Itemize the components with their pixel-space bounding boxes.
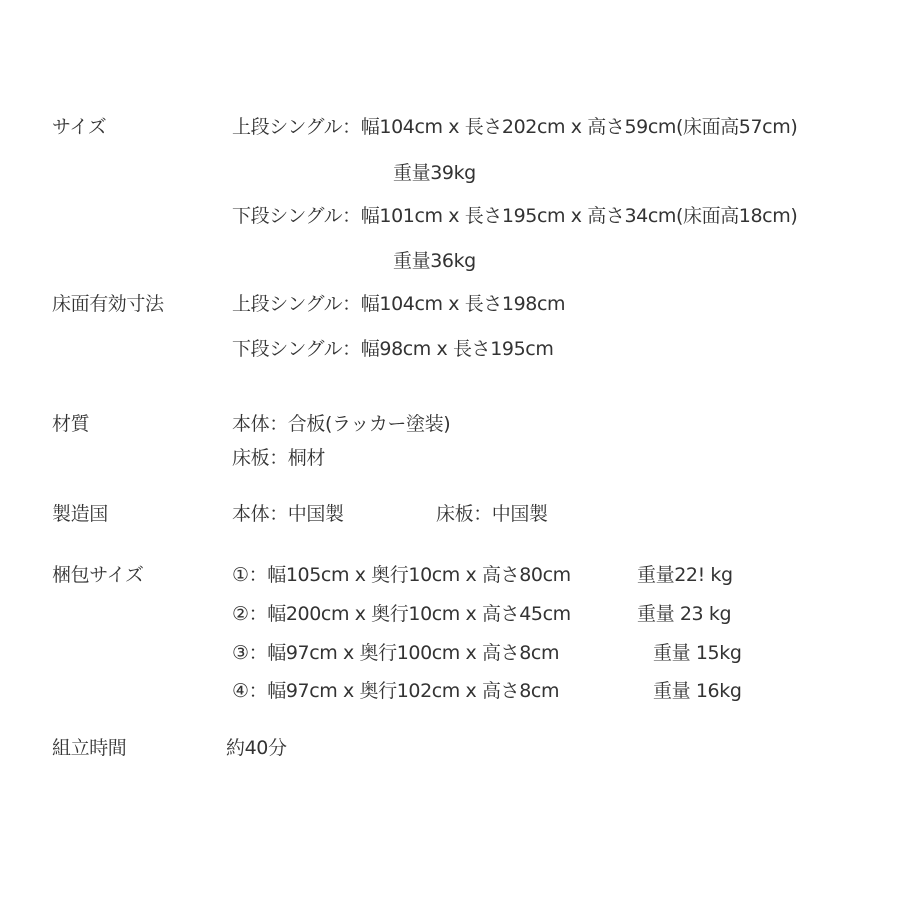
- package-label: 梱包サイズ: [52, 564, 144, 586]
- size-lower: 下段シングル：幅101cm x 長さ195cm x 高さ34cm(床面高18cm): [232, 205, 798, 227]
- package-item-1-dims: ①：幅105cm x 奥行10cm x 高さ80cm: [232, 564, 571, 586]
- package-item-2-dims: ②：幅200cm x 奥行10cm x 高さ45cm: [232, 603, 571, 625]
- origin-body: 本体：中国製: [232, 503, 344, 525]
- size-upper-weight: 重量39kg: [393, 162, 476, 184]
- origin-label: 製造国: [52, 503, 108, 525]
- origin-floor: 床板：中国製: [436, 503, 548, 525]
- package-item-3-weight: 重量 15kg: [653, 642, 742, 664]
- package-item-3-dims: ③：幅97cm x 奥行100cm x 高さ8cm: [232, 642, 560, 664]
- floor-label: 床面有効寸法: [52, 293, 164, 315]
- assembly-time: 約40分: [226, 737, 287, 759]
- package-item-2-weight: 重量 23 kg: [637, 603, 732, 625]
- material-floor: 床板：桐材: [232, 447, 326, 469]
- size-lower-weight: 重量36kg: [393, 250, 476, 272]
- package-item-4-dims: ④：幅97cm x 奥行102cm x 高さ8cm: [232, 680, 560, 702]
- floor-upper: 上段シングル：幅104cm x 長さ198cm: [232, 293, 566, 315]
- material-body: 本体：合板(ラッカー塗装): [232, 413, 451, 435]
- package-item-1-weight: 重量22! kg: [637, 564, 733, 586]
- assembly-label: 組立時間: [52, 737, 127, 759]
- size-label: サイズ: [52, 116, 107, 138]
- material-label: 材質: [52, 413, 90, 435]
- floor-lower: 下段シングル：幅98cm x 長さ195cm: [232, 338, 554, 360]
- size-upper: 上段シングル：幅104cm x 長さ202cm x 高さ59cm(床面高57cm): [232, 116, 798, 138]
- package-item-4-weight: 重量 16kg: [653, 680, 742, 702]
